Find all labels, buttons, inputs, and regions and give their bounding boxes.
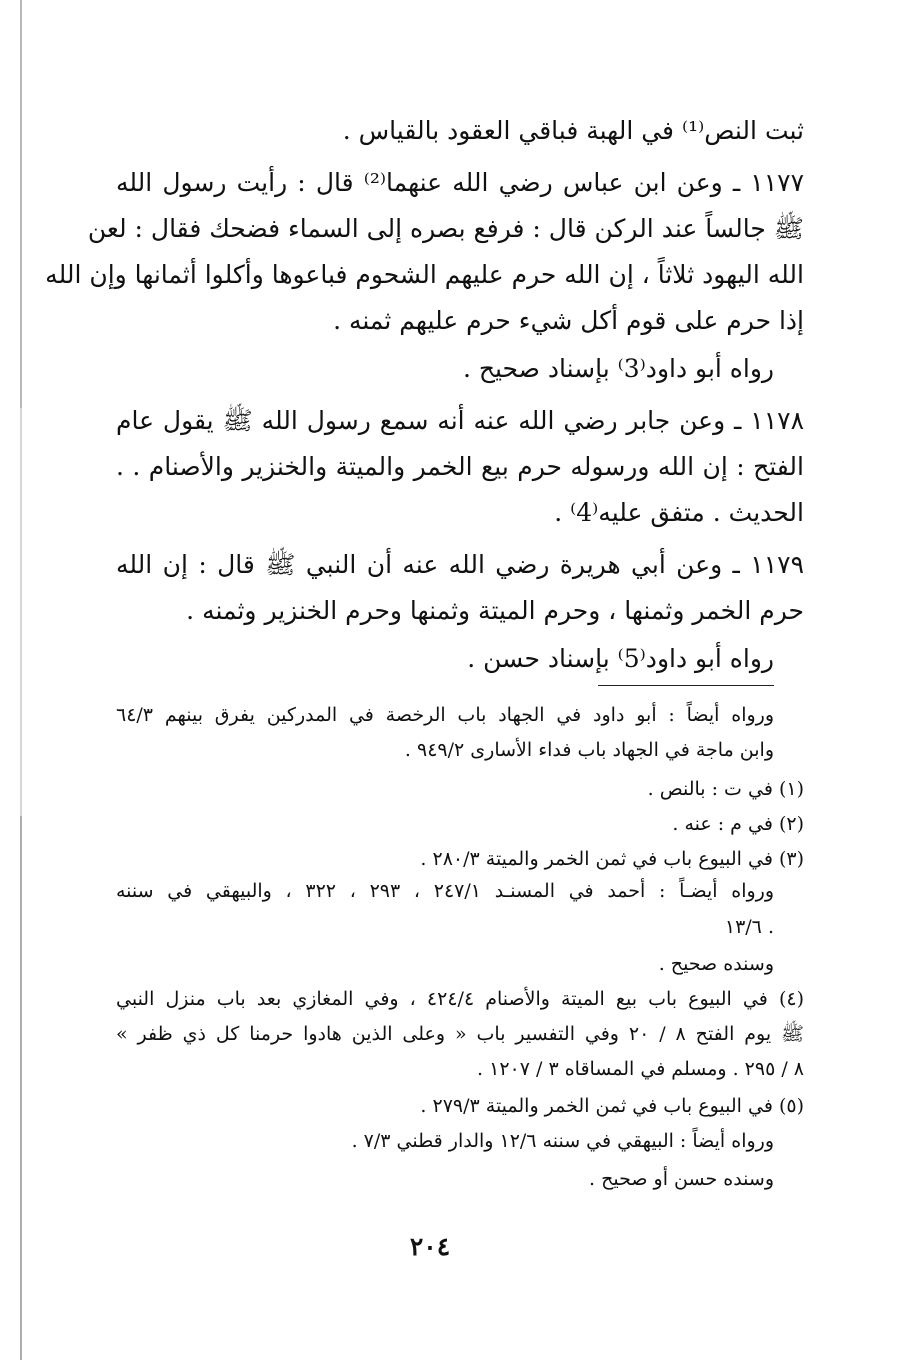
footnote-5-line-2: ورواه أيضاً : البيهقي في سننه ١٢/٦ والدار قطني ٧/٣ . [351, 1130, 774, 1152]
hadith-1177-source: رواه أبو داود⁽3⁾ بإسناد صحيح . [462, 354, 774, 383]
footnote-1: (١) في ت : بالنص . [647, 778, 804, 800]
footnote-4-line-2: ﷺ يوم الفتح ٨ / ٢٠ وفي التفسير باب « وعلى الذين هادوا حرمنا كل ذي ظفر » [116, 1023, 804, 1045]
hadith-1177-line-4: إذا حرم على قوم أكل شيء حرم عليهم ثمنه . [333, 306, 804, 335]
hadith-1179-line-2: حرم الخمر وثمنها ، وحرم الميتة وثمنها وحرم الخنزير وثمنه . [186, 596, 804, 625]
footnote-separator [598, 685, 774, 686]
page-edge-shadow [20, 0, 22, 1360]
hadith-1177-line-3: الله اليهود ثلاثاً ، إن الله حرم عليهم الشحوم فباعوها وأكلوا أثمانها وإن الله [45, 260, 804, 289]
footnote-line-2: وابن ماجة في الجهاد باب فداء الأسارى ٩٤٩/٢ . [404, 739, 774, 761]
footnote-3-line-2: ورواه أيضـاً : أحمد في المسنـد ٢٤٧/١ ، ٢٩٣ ، ٣٢٢ ، والبيهقي في سننه [116, 880, 774, 902]
footnote-2: (٢) في م : عنه . [672, 813, 804, 835]
main-line-1: ثبت النص⁽¹⁾ في الهبة فباقي العقود بالقياس . [342, 116, 804, 145]
footnote-line-1: ورواه أيضاً : أبو داود في الجهاد باب الرخصة في المدركين يفرق بينهم ٦٤/٣ [116, 704, 774, 726]
footnote-5: (٥) في البيوع باب في ثمن الخمر والميتة ٢٧٩/٣ . [420, 1095, 804, 1117]
page-number: ٢٠٤ [409, 1232, 451, 1261]
footnote-3-line-4: وسنده صحيح . [658, 953, 774, 975]
hadith-1177-line-2: ﷺ جالساً عند الركن قال : فرفع بصره إلى السماء فضحك فقال : لعن [87, 214, 804, 243]
footnote-5-line-3: وسنده حسن أو صحيح . [589, 1168, 774, 1190]
footnote-4: (٤) في البيوع باب بيع الميتة والأصنام ٤٢٤/٤ ، وفي المغازي بعد باب منزل النبي [116, 988, 804, 1010]
hadith-1178-line-1: ١١٧٨ ـ وعن جابر رضي الله عنه أنه سمع رسول الله ﷺ يقول عام [116, 406, 804, 435]
footnote-3-line-3: ١٣/٦ . [724, 916, 774, 938]
hadith-1178-line-3: الحديث . متفق عليه⁽4⁾ . [554, 498, 804, 527]
hadith-1178-line-2: الفتح : إن الله ورسوله حرم بيع الخمر والميتة والخنزير والأصنام . . [116, 452, 804, 481]
hadith-1179-line-1: ١١٧٩ ـ وعن أبي هريرة رضي الله عنه أن النبي ﷺ قال : إن الله [116, 550, 804, 579]
hadith-1177-line-1: ١١٧٧ ـ وعن ابن عباس رضي الله عنهما⁽²⁾ قال : رأيت رسول الله [116, 168, 804, 197]
hadith-1179-source: رواه أبو داود⁽5⁾ بإسناد حسن . [467, 644, 774, 673]
footnote-4-line-3: ٨ / ٢٩٥ . ومسلم في المساقاه ٣ / ١٢٠٧ . [477, 1058, 804, 1080]
footnote-3: (٣) في البيوع باب في ثمن الخمر والميتة ٢٨٠/٣ . [420, 848, 804, 870]
